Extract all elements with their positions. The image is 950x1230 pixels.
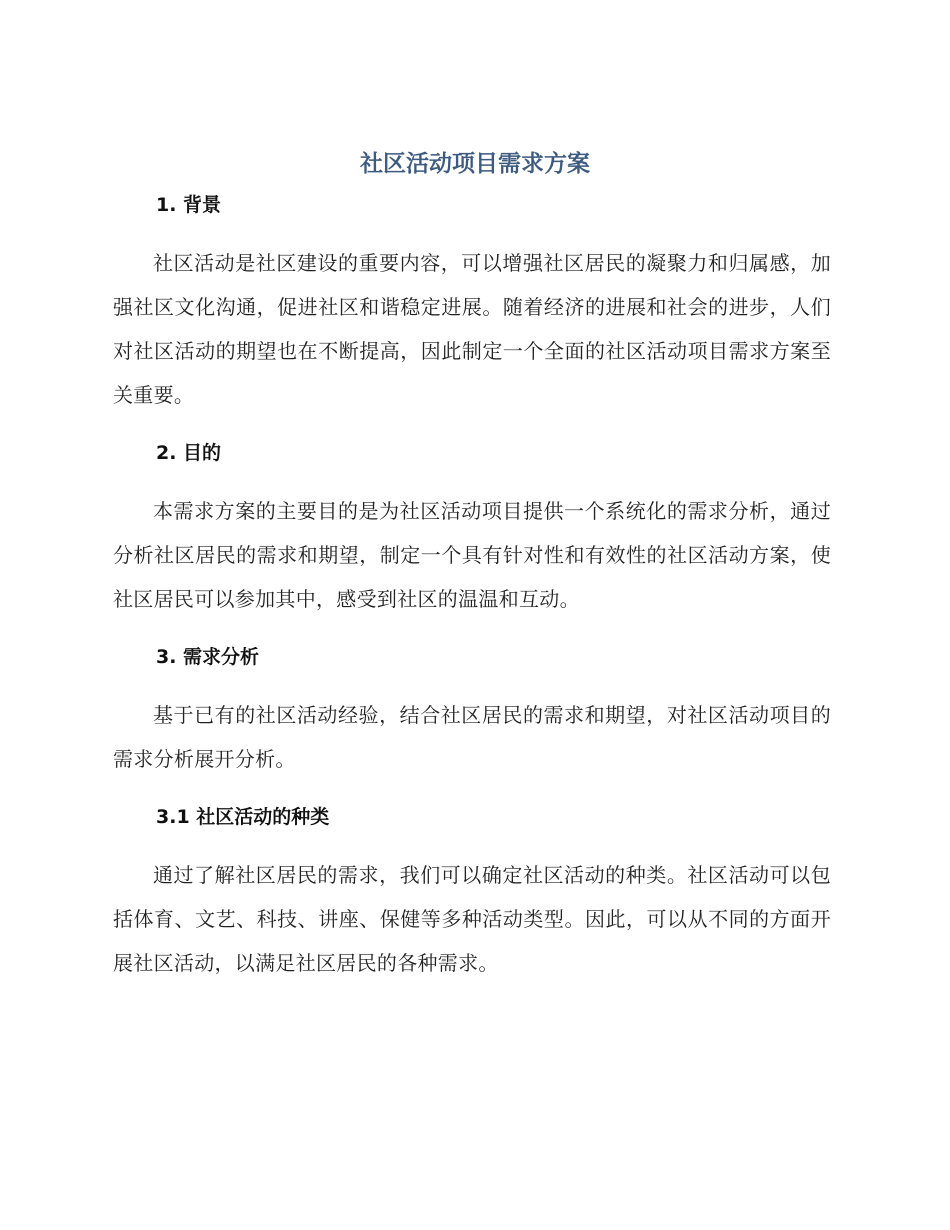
section-heading: 3. 需求分析: [156, 646, 260, 668]
document-body: [113, 188, 831, 985]
section-requirements-analysis: [113, 640, 831, 781]
section-paragraph: 通过了解社区居民的需求，我们可以确定社区活动的种类。社区活动可以包括体育、文艺、科技、讲座、保健等多种活动类型。因此，可以从不同的方面开展社区活动，以满足社区居民的各种需求。: [113, 863, 831, 975]
section-heading: 1. 背景: [156, 194, 222, 216]
section-paragraph: 本需求方案的主要目的是为社区活动项目提供一个系统化的需求分析，通过分析社区居民的需求和期望，制定一个具有针对性和有效性的社区活动方案，使社区居民可以参加其中，感受到社区的温温和互动。: [113, 499, 831, 611]
section-paragraph: 社区活动是社区建设的重要内容，可以增强社区居民的凝聚力和归属感，加强社区文化沟通，促进社区和谐稳定进展。随着经济的进展和社会的进步，人们对社区活动的期望也在不断提高，因此制定一个全面的社区活动项目需求方案至关重要。: [113, 251, 831, 407]
section-activity-types: [113, 800, 831, 985]
section-paragraph: 基于已有的社区活动经验，结合社区居民的需求和期望，对社区活动项目的需求分析展开分析。: [113, 703, 831, 771]
section-heading: 2. 目的: [156, 442, 222, 464]
section-purpose: [113, 436, 831, 621]
document-title: 社区活动项目需求方案: [360, 151, 590, 177]
section-heading: 3.1 社区活动的种类: [156, 806, 330, 828]
section-background: [113, 188, 831, 417]
